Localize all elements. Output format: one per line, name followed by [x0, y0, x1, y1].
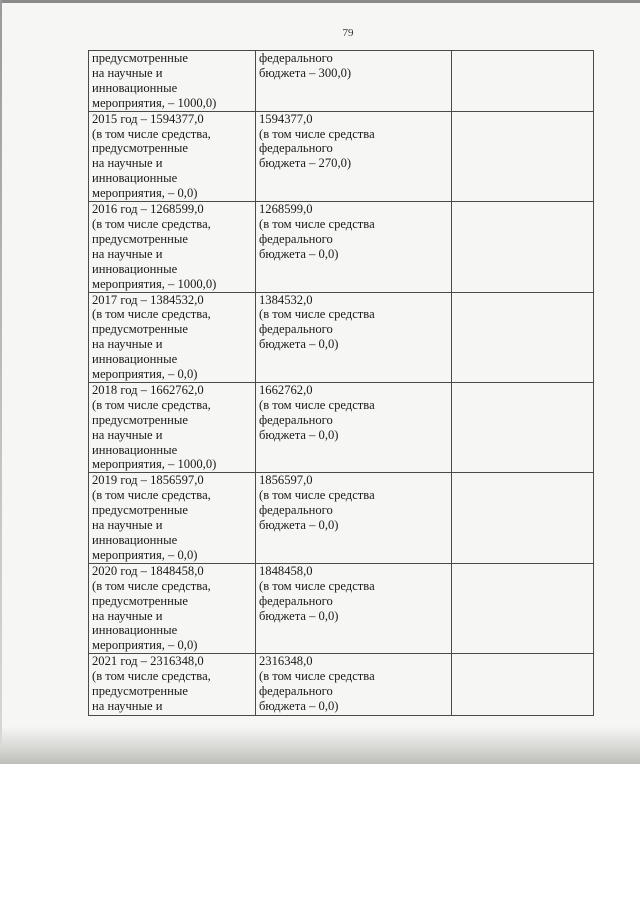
year-total-cell: 2016 год – 1268599,0 (в том числе средства, предусмотренные на научные и инновационные мероприятия, – 1000,0) — [89, 202, 256, 292]
year-total-cell: 2021 год – 2316348,0 (в том числе средства, предусмотренные на научные и — [89, 654, 256, 716]
scan-shadow-bottom — [0, 726, 640, 764]
year-total-cell: 2018 год – 1662762,0 (в том числе средства, предусмотренные на научные и инновационные мероприятия, – 1000,0) — [89, 382, 256, 472]
note-cell — [452, 292, 594, 382]
federal-budget-cell: 1848458,0 (в том числе средства федерального бюджета – 0,0) — [256, 563, 452, 653]
table-row — [89, 51, 594, 112]
note-cell — [452, 51, 594, 112]
scan-edge-left — [0, 0, 2, 764]
table-row — [89, 111, 594, 201]
note-cell — [452, 563, 594, 653]
table-row — [89, 382, 594, 472]
table-row — [89, 202, 594, 292]
note-cell — [452, 473, 594, 563]
federal-budget-cell: 1662762,0 (в том числе средства федерального бюджета – 0,0) — [256, 382, 452, 472]
federal-budget-cell: 1594377,0 (в том числе средства федерального бюджета – 270,0) — [256, 111, 452, 201]
federal-budget-cell: 1268599,0 (в том числе средства федерального бюджета – 0,0) — [256, 202, 452, 292]
federal-budget-cell: 2316348,0 (в том числе средства федерального бюджета – 0,0) — [256, 654, 452, 716]
note-cell — [452, 382, 594, 472]
year-total-cell: 2020 год – 1848458,0 (в том числе средства, предусмотренные на научные и инновационные мероприятия, – 0,0) — [89, 563, 256, 653]
scan-edge-top — [0, 0, 640, 3]
federal-budget-cell: федерального бюджета – 300,0) — [256, 51, 452, 112]
year-total-cell: 2019 год – 1856597,0 (в том числе средства, предусмотренные на научные и инновационные мероприятия, – 0,0) — [89, 473, 256, 563]
note-cell — [452, 202, 594, 292]
note-cell — [452, 111, 594, 201]
table-row — [89, 473, 594, 563]
table-row — [89, 654, 594, 716]
year-total-cell: 2017 год – 1384532,0 (в том числе средства, предусмотренные на научные и инновационные мероприятия, – 0,0) — [89, 292, 256, 382]
table-row — [89, 563, 594, 653]
year-total-cell: 2015 год – 1594377,0 (в том числе средства, предусмотренные на научные и инновационные мероприятия, – 0,0) — [89, 111, 256, 201]
page-number: 79 — [342, 27, 354, 39]
federal-budget-cell: 1384532,0 (в том числе средства федерального бюджета – 0,0) — [256, 292, 452, 382]
year-total-cell: предусмотренные на научные и инновационные мероприятия, – 1000,0) — [89, 51, 256, 112]
table-row — [89, 292, 594, 382]
note-cell — [452, 654, 594, 716]
funding-table — [88, 50, 594, 716]
federal-budget-cell: 1856597,0 (в том числе средства федерального бюджета – 0,0) — [256, 473, 452, 563]
